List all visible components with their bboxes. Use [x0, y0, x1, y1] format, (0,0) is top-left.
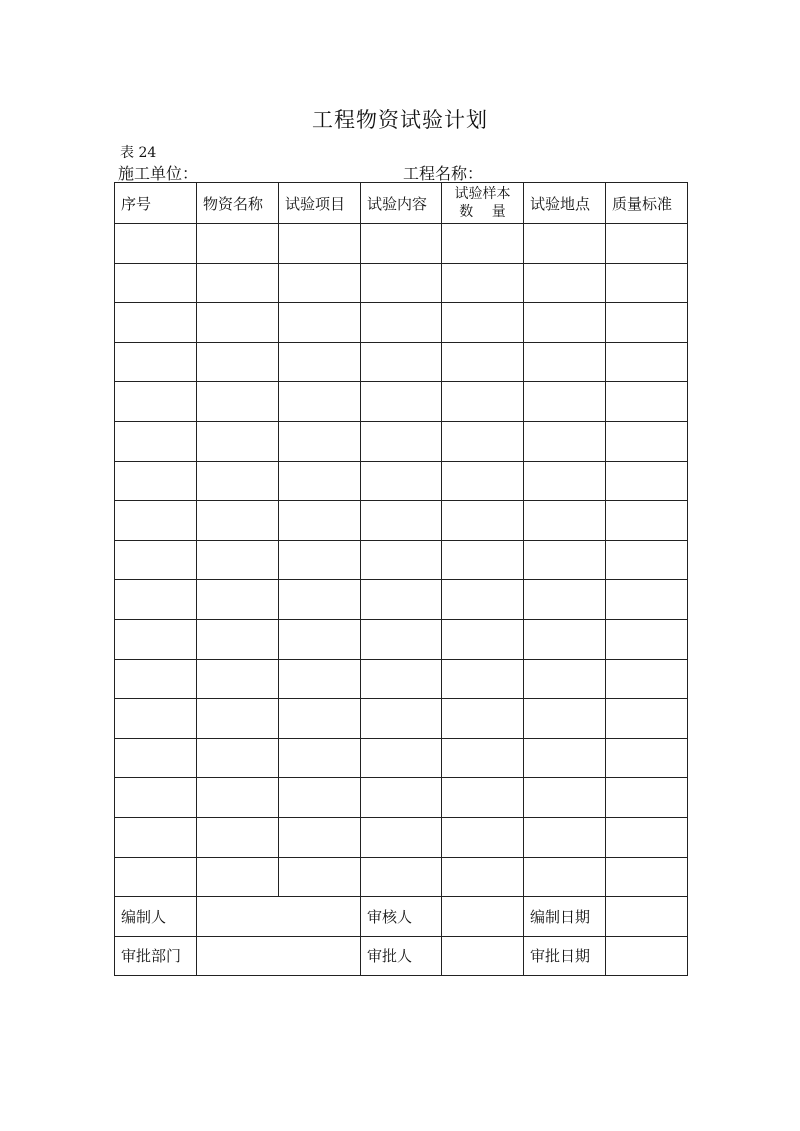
table-cell[interactable] — [197, 738, 279, 778]
table-cell[interactable] — [115, 699, 197, 739]
table-cell[interactable] — [442, 224, 524, 264]
table-cell[interactable] — [361, 421, 442, 461]
table-cell[interactable] — [197, 224, 279, 264]
table-cell[interactable] — [279, 738, 361, 778]
table-cell[interactable] — [279, 817, 361, 857]
table-cell[interactable] — [442, 421, 524, 461]
header-material-name: 物资名称 — [197, 183, 279, 224]
table-row — [115, 501, 688, 541]
table-cell[interactable] — [361, 382, 442, 422]
table-cell[interactable] — [115, 738, 197, 778]
table-cell[interactable] — [442, 699, 524, 739]
table-cell[interactable] — [197, 382, 279, 422]
table-cell[interactable] — [197, 817, 279, 857]
approver-field[interactable] — [442, 936, 524, 976]
table-cell[interactable] — [524, 224, 606, 264]
table-cell[interactable] — [442, 303, 524, 343]
compiler-field[interactable] — [197, 897, 361, 937]
table-number: 表 24 — [120, 145, 157, 161]
table-cell[interactable] — [606, 817, 688, 857]
table-cell[interactable] — [197, 659, 279, 699]
table-cell[interactable] — [442, 738, 524, 778]
table-cell[interactable] — [115, 501, 197, 541]
table-row — [115, 303, 688, 343]
table-cell[interactable] — [361, 699, 442, 739]
table-cell[interactable] — [115, 303, 197, 343]
table-cell[interactable] — [197, 619, 279, 659]
footer-row-1 — [115, 897, 688, 937]
table-cell[interactable] — [197, 303, 279, 343]
table-cell[interactable] — [115, 382, 197, 422]
table-cell[interactable] — [279, 619, 361, 659]
table-cell[interactable] — [524, 659, 606, 699]
table-cell[interactable] — [524, 580, 606, 620]
material-test-plan-table — [114, 182, 688, 976]
table-cell[interactable] — [115, 580, 197, 620]
table-cell[interactable] — [524, 501, 606, 541]
table-cell[interactable] — [279, 224, 361, 264]
table-cell[interactable] — [197, 461, 279, 501]
table-cell[interactable] — [442, 580, 524, 620]
table-cell[interactable] — [442, 817, 524, 857]
table-cell[interactable] — [524, 857, 606, 897]
table-row — [115, 659, 688, 699]
table-cell[interactable] — [361, 461, 442, 501]
footer-row-2 — [115, 936, 688, 976]
project-name-label: 工程名称： — [403, 164, 484, 183]
table-cell[interactable] — [442, 540, 524, 580]
reviewer-label: 审核人 — [361, 897, 442, 937]
table-row — [115, 263, 688, 303]
table-cell[interactable] — [524, 817, 606, 857]
table-cell[interactable] — [442, 461, 524, 501]
table-cell[interactable] — [279, 421, 361, 461]
table-cell[interactable] — [606, 699, 688, 739]
table-cell[interactable] — [115, 540, 197, 580]
table-cell[interactable] — [115, 342, 197, 382]
table-cell[interactable] — [442, 342, 524, 382]
compile-date-label: 编制日期 — [524, 897, 606, 937]
table-cell[interactable] — [606, 382, 688, 422]
table-cell[interactable] — [606, 738, 688, 778]
table-cell[interactable] — [524, 421, 606, 461]
table-row — [115, 580, 688, 620]
table-cell[interactable] — [279, 263, 361, 303]
table-cell[interactable] — [442, 857, 524, 897]
approver-label: 审批人 — [361, 936, 442, 976]
table-cell[interactable] — [606, 857, 688, 897]
header-quality-standard: 质量标准 — [606, 183, 688, 224]
table-cell[interactable] — [361, 303, 442, 343]
table-cell[interactable] — [524, 619, 606, 659]
table-cell[interactable] — [442, 778, 524, 818]
table-row — [115, 342, 688, 382]
table-cell[interactable] — [606, 540, 688, 580]
table-cell[interactable] — [115, 857, 197, 897]
table-cell[interactable] — [361, 738, 442, 778]
header-test-location: 试验地点 — [524, 183, 606, 224]
table-cell[interactable] — [197, 501, 279, 541]
table-cell[interactable] — [361, 501, 442, 541]
table-cell[interactable] — [606, 461, 688, 501]
table-cell[interactable] — [279, 303, 361, 343]
table-cell[interactable] — [524, 342, 606, 382]
table-cell[interactable] — [442, 501, 524, 541]
table-cell[interactable] — [361, 778, 442, 818]
construction-unit-label: 施工单位： — [118, 164, 199, 183]
table-cell[interactable] — [606, 224, 688, 264]
table-cell[interactable] — [115, 659, 197, 699]
table-cell[interactable] — [606, 659, 688, 699]
page-title: 工程物资试验计划 — [312, 108, 488, 132]
table-cell[interactable] — [197, 263, 279, 303]
table-cell[interactable] — [361, 817, 442, 857]
approve-dept-label: 审批部门 — [115, 936, 197, 976]
table-row — [115, 857, 688, 897]
table-cell[interactable] — [279, 857, 361, 897]
table-cell[interactable] — [442, 263, 524, 303]
table-cell[interactable] — [115, 224, 197, 264]
table-cell[interactable] — [115, 817, 197, 857]
table-cell[interactable] — [524, 699, 606, 739]
reviewer-field[interactable] — [442, 897, 524, 937]
table-row — [115, 699, 688, 739]
approve-dept-field[interactable] — [197, 936, 361, 976]
table-cell[interactable] — [361, 342, 442, 382]
table-cell[interactable] — [606, 501, 688, 541]
table-cell[interactable] — [524, 540, 606, 580]
table-header-row — [115, 183, 688, 224]
table-cell[interactable] — [524, 263, 606, 303]
table-row — [115, 382, 688, 422]
table-cell[interactable] — [361, 580, 442, 620]
table-row — [115, 817, 688, 857]
header-test-content: 试验内容 — [361, 183, 442, 224]
table-cell[interactable] — [115, 778, 197, 818]
table-cell[interactable] — [361, 659, 442, 699]
compiler-label: 编制人 — [115, 897, 197, 937]
table-cell[interactable] — [361, 857, 442, 897]
table-row — [115, 421, 688, 461]
table-cell[interactable] — [197, 857, 279, 897]
table-cell[interactable] — [524, 461, 606, 501]
table-cell[interactable] — [197, 778, 279, 818]
header-sample-line2: 数 量 — [459, 204, 506, 220]
table-cell[interactable] — [197, 580, 279, 620]
table-cell[interactable] — [606, 619, 688, 659]
table-cell[interactable] — [606, 421, 688, 461]
approve-date-label: 审批日期 — [524, 936, 606, 976]
table-row — [115, 778, 688, 818]
table-cell[interactable] — [279, 342, 361, 382]
table-cell[interactable] — [361, 619, 442, 659]
table-cell[interactable] — [197, 421, 279, 461]
table-cell[interactable] — [606, 778, 688, 818]
approve-date-field[interactable] — [606, 936, 688, 976]
table-cell[interactable] — [279, 659, 361, 699]
table-cell[interactable] — [115, 461, 197, 501]
table-cell[interactable] — [115, 619, 197, 659]
table-cell[interactable] — [279, 699, 361, 739]
table-row — [115, 738, 688, 778]
table-cell[interactable] — [279, 501, 361, 541]
table-row — [115, 224, 688, 264]
table-cell[interactable] — [115, 421, 197, 461]
table-cell[interactable] — [606, 342, 688, 382]
compile-date-field[interactable] — [606, 897, 688, 937]
table-cell[interactable] — [197, 342, 279, 382]
table-cell[interactable] — [442, 382, 524, 422]
header-sample-line1: 试验样本 — [454, 186, 511, 202]
table-cell[interactable] — [442, 619, 524, 659]
header-test-item: 试验项目 — [279, 183, 361, 224]
table-cell[interactable] — [279, 580, 361, 620]
table-cell[interactable] — [524, 778, 606, 818]
table-cell[interactable] — [197, 699, 279, 739]
table-cell[interactable] — [279, 382, 361, 422]
table-row — [115, 461, 688, 501]
table-cell[interactable] — [197, 540, 279, 580]
table-cell[interactable] — [279, 540, 361, 580]
table-row — [115, 540, 688, 580]
table-cell[interactable] — [606, 303, 688, 343]
table-row — [115, 619, 688, 659]
table-cell[interactable] — [361, 263, 442, 303]
table-cell[interactable] — [279, 778, 361, 818]
table-cell[interactable] — [524, 738, 606, 778]
table-cell[interactable] — [606, 580, 688, 620]
header-sample-quantity — [442, 183, 524, 224]
table-cell[interactable] — [442, 659, 524, 699]
table-cell[interactable] — [279, 461, 361, 501]
table-cell[interactable] — [606, 263, 688, 303]
table-cell[interactable] — [361, 540, 442, 580]
table-cell[interactable] — [524, 382, 606, 422]
table-cell[interactable] — [115, 263, 197, 303]
table-cell[interactable] — [524, 303, 606, 343]
table-cell[interactable] — [361, 224, 442, 264]
header-serial: 序号 — [115, 183, 197, 224]
